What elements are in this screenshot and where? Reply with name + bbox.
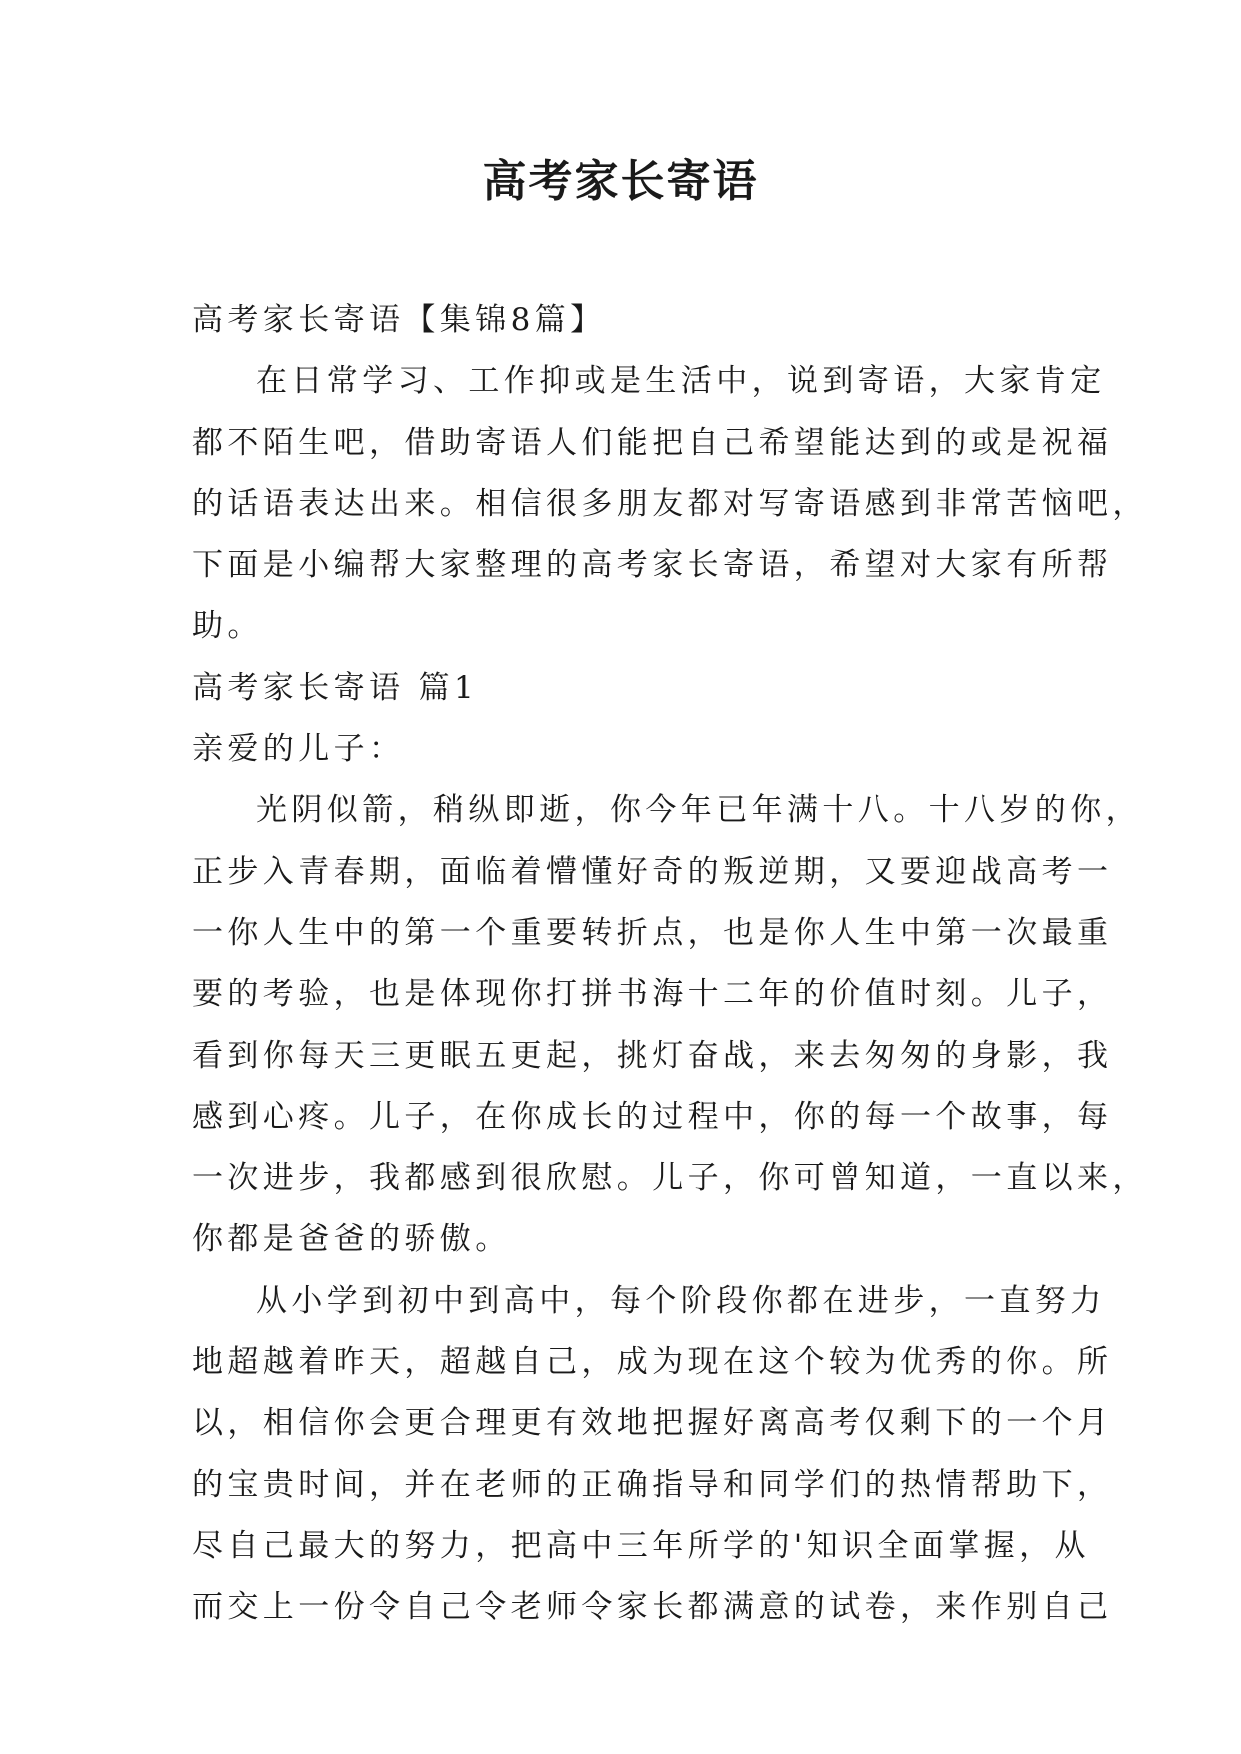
text-line: 正步入青春期，面临着懵懂好奇的叛逆期，又要迎战高考一 [192, 853, 1113, 890]
document-title: 高考家长寄语 [482, 156, 759, 207]
text-line: 从小学到初中到高中，每个阶段你都在进步，一直努力 [256, 1282, 1106, 1319]
text-line: 高考家长寄语【集锦8篇】 [192, 302, 606, 338]
text-line: 的宝贵时间，并在老师的正确指导和同学们的热情帮助下， [192, 1466, 1113, 1503]
text-line: 感到心疼。儿子，在你成长的过程中，你的每一个故事，每 [192, 1098, 1113, 1135]
text-line: 助。 [192, 608, 263, 645]
text-line: 在日常学习、工作抑或是生活中，说到寄语，大家肯定 [256, 363, 1106, 400]
text-line: 而交上一份令自己令老师令家长都满意的试卷，来作别自己 [192, 1589, 1113, 1626]
text-line: 以，相信你会更合理更有效地把握好离高考仅剩下的一个月 [192, 1405, 1113, 1442]
document-body [192, 290, 1148, 1639]
text-line: 你都是爸爸的骄傲。 [192, 1221, 511, 1258]
text-line: 一你人生中的第一个重要转折点，也是你人生中第一次最重 [192, 914, 1113, 951]
text-line: 一次进步，我都感到很欣慰。儿子，你可曾知道，一直以来， [192, 1160, 1148, 1197]
text-line: 高考家长寄语 篇1 [192, 669, 479, 706]
text-line: 光阴似箭，稍纵即逝，你今年已年满十八。十八岁的你， [256, 792, 1141, 829]
text-line: 地超越着昨天，超越自己，成为现在这个较为优秀的你。所 [192, 1344, 1113, 1381]
text-line: 下面是小编帮大家整理的高考家长寄语，希望对大家有所帮 [192, 547, 1113, 584]
text-line: 尽自己最大的努力，把高中三年所学的'知识全面掌握，从 [192, 1527, 1090, 1564]
text-line: 看到你每天三更眠五更起，挑灯奋战，来去匆匆的身影，我 [192, 1037, 1113, 1074]
text-line: 要的考验，也是体现你打拼书海十二年的价值时刻。儿子， [192, 976, 1113, 1013]
text-line: 亲爱的儿子： [192, 731, 405, 768]
text-line: 都不陌生吧，借助寄语人们能把自己希望能达到的或是祝福 [192, 424, 1113, 461]
text-line: 的话语表达出来。相信很多朋友都对写寄语感到非常苦恼吧， [192, 485, 1148, 522]
